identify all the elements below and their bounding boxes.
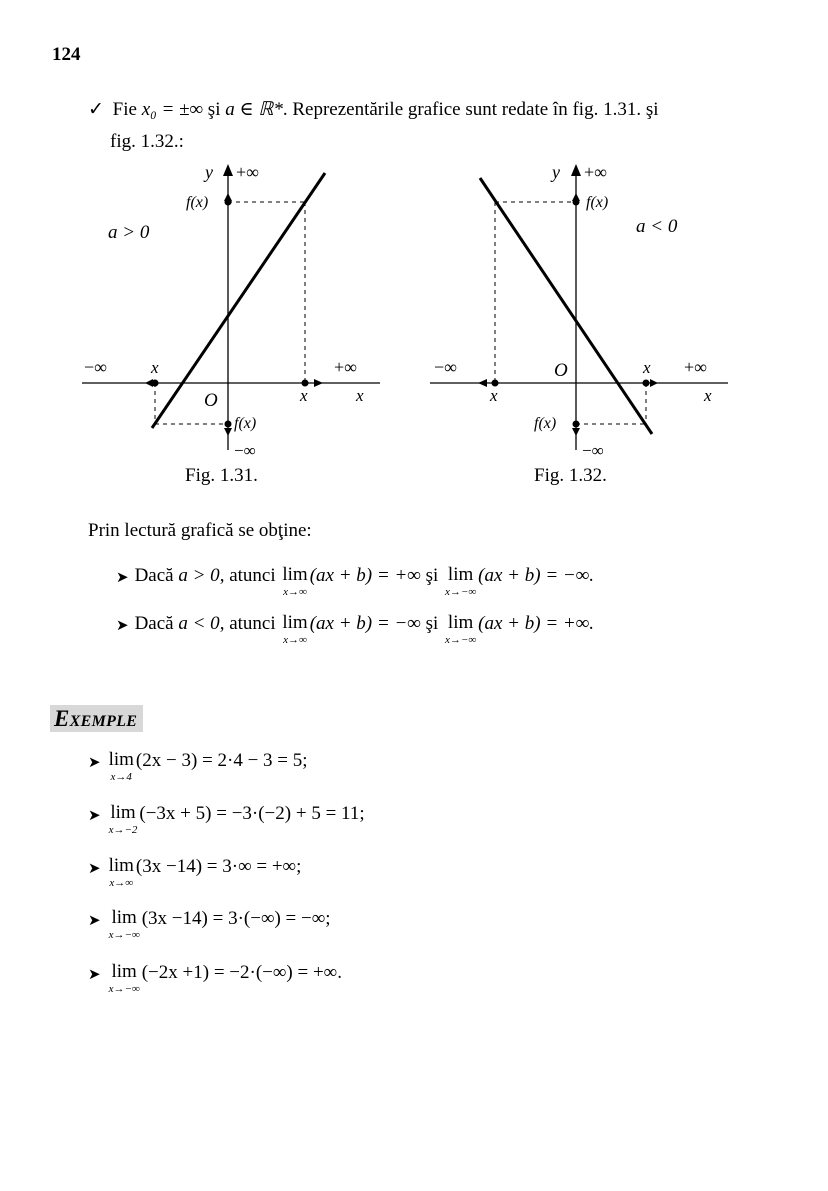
arrow-bullet-icon: ➤ [116,570,129,586]
example-expr: (3x −14) = 3·∞ = +∞; [135,856,302,877]
case-si: şi [425,565,439,586]
figure-1-32 [428,160,748,460]
case-si: şi [425,613,439,634]
limit-1-expr: (ax + b) = +∞ [309,565,421,586]
example-limit: lim x→4 [108,749,134,783]
fig-131-caption: Fig. 1.31. [185,465,258,486]
fx-bottom-label: f(x) [234,415,257,432]
intro-x0-condition: x₀ = ±∞ [141,99,204,120]
example-2 [88,803,365,836]
example-expr: (2x − 3) = 2·4 − 3 = 5; [135,750,308,771]
intro-a-condition: a ∈ ℝ* [225,99,283,120]
fx-top-label: f(x) [586,194,609,211]
limit-2: lim x→−∞ [445,564,477,598]
x-tick-label: x [300,386,308,405]
minus-inf-bottom: −∞ [234,441,256,460]
plus-inf-right: +∞ [334,357,357,377]
arrow-down-icon [572,428,580,436]
minus-inf-bottom: −∞ [582,441,604,460]
point-x-right [643,380,650,387]
arrow-left-icon [478,379,487,387]
example-1 [88,750,308,783]
example-limit: lim x→∞ [108,855,134,889]
point-fx-bottom [225,421,232,428]
minus-inf-left: −∞ [84,357,107,377]
plus-inf-top: +∞ [236,162,259,182]
arrow-bullet-icon: ➤ [88,755,101,771]
arrow-down-icon [224,428,232,436]
plus-inf-right: +∞ [684,357,707,377]
page-number: 124 [52,44,81,65]
case-prefix: Dacă [134,613,174,634]
case-a-positive [116,565,594,598]
arrow-bullet-icon: ➤ [88,967,101,983]
example-expr: (−3x + 5) = −3·(−2) + 5 = 11; [139,803,365,824]
arrow-bullet-icon: ➤ [88,913,101,929]
case-atunci: , atunci [219,565,276,586]
arrow-bullet-icon: ➤ [116,618,129,634]
arrow-up-icon [224,193,232,201]
example-5 [88,962,342,995]
intro-rest: . Reprezentările grafice sunt redate în fig. 1.31. şi [282,99,659,120]
case-prefix: Dacă [134,565,174,586]
intro-prefix: Fie [112,99,137,120]
y-arrow-up-icon [223,164,233,176]
example-4 [88,908,331,941]
limit-2: lim x→−∞ [445,612,477,646]
function-line [480,178,652,434]
minus-inf-left: −∞ [434,357,457,377]
intro-line-2: fig. 1.32.: [110,131,184,152]
example-limit: lim x→−2 [108,802,138,836]
fx-top-label: f(x) [186,194,209,211]
x-left-label: x [151,358,159,377]
x-tick-label: x [490,386,498,405]
example-expr: (−2x +1) = −2·(−∞) = +∞. [141,962,342,983]
limit-2-expr: (ax + b) = +∞. [478,613,595,634]
x-axis-label: x [356,386,364,405]
origin-label: O [204,390,218,411]
arrow-bullet-icon: ➤ [88,861,101,877]
limit-1: lim x→∞ [282,564,308,598]
point-fx-bottom [573,421,580,428]
y-label: y [205,162,213,182]
example-3 [88,856,301,889]
x-axis-label: x [704,386,712,405]
cond-label: a < 0 [636,216,678,237]
arrow-right-icon [314,379,323,387]
y-arrow-up-icon [571,164,581,176]
case-condition: a > 0 [178,565,220,586]
example-limit: lim x→−∞ [108,961,140,995]
y-label: y [552,162,560,182]
case-condition: a < 0 [178,613,220,634]
limit-2-expr: (ax + b) = −∞. [478,565,595,586]
x-right-label: x [643,358,651,377]
arrow-bullet-icon: ➤ [88,808,101,824]
example-limit: lim x→−∞ [108,907,140,941]
fig-132-caption: Fig. 1.32. [534,465,607,486]
lectura-text: Prin lectură grafică se obţine: [88,520,312,541]
example-expr: (3x −14) = 3·(−∞) = −∞; [141,908,331,929]
fx-bottom-label: f(x) [534,415,557,432]
intro-line [88,98,659,121]
figure-1-31 [80,160,400,460]
limit-1: lim x→∞ [282,612,308,646]
checkmark-icon: ✓ [88,99,104,120]
arrow-left-icon [145,379,153,387]
arrow-up-icon [572,193,580,201]
cond-label: a > 0 [108,222,150,243]
arrow-right-icon [650,379,658,387]
limit-1-expr: (ax + b) = −∞ [309,613,421,634]
plus-inf-top: +∞ [584,162,607,182]
exemple-heading: EXEMPLE [50,705,143,732]
case-a-negative [116,613,594,646]
case-atunci: , atunci [219,613,276,634]
intro-and: şi [207,99,221,120]
origin-label: O [554,360,568,381]
